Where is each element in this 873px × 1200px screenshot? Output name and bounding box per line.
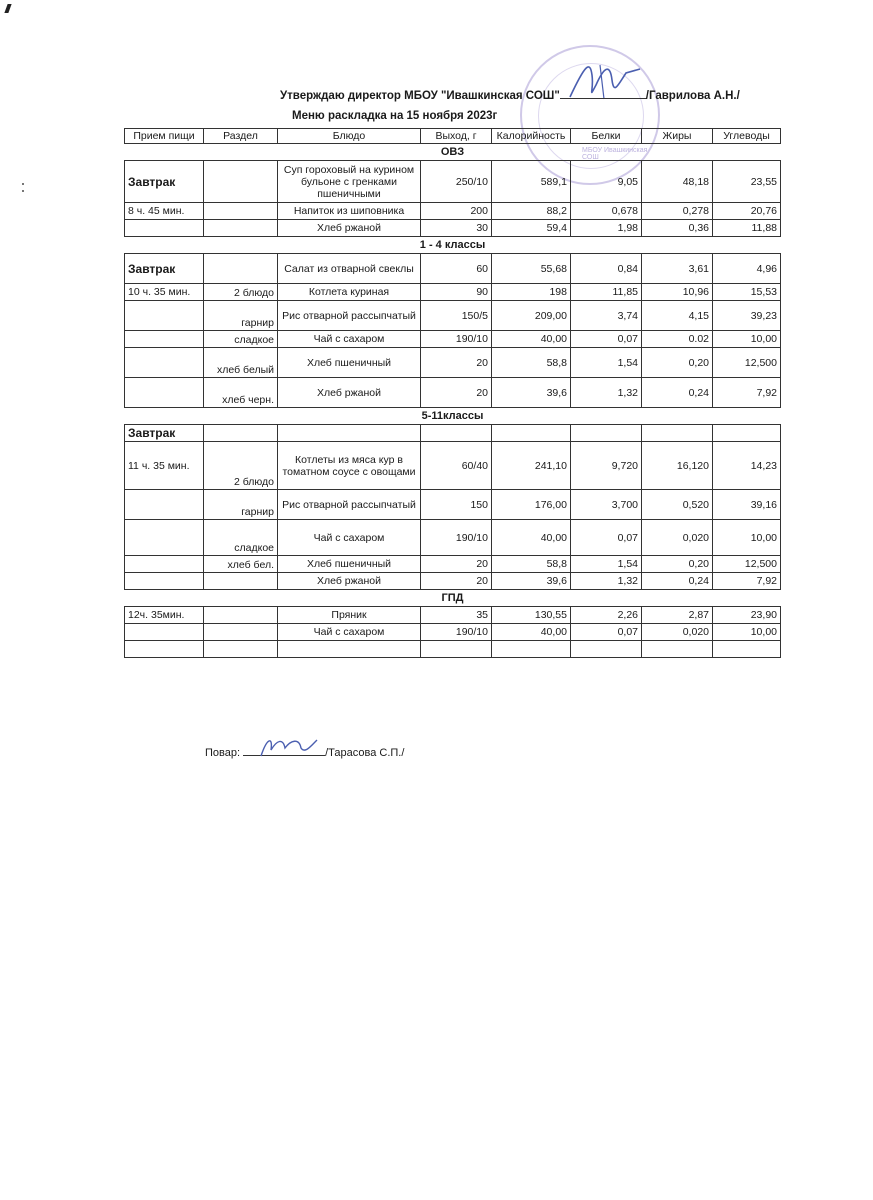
meal-cell: Завтрак (125, 161, 204, 203)
kcal-cell: 209,00 (492, 301, 571, 331)
section-cell (204, 425, 278, 442)
fat-cell (642, 641, 713, 658)
protein-cell (571, 425, 642, 442)
fat-cell: 0,20 (642, 348, 713, 378)
meal-cell (125, 556, 204, 573)
yield-cell: 60/40 (421, 442, 492, 490)
dish-cell: Салат из отварной свеклы (278, 254, 421, 284)
carbs-cell: 10,00 (713, 520, 781, 556)
column-header: Калорийность (492, 129, 571, 144)
section-cell: гарнир (204, 490, 278, 520)
fat-cell: 4,15 (642, 301, 713, 331)
section-cell (204, 220, 278, 237)
meal-cell (125, 331, 204, 348)
section-title-row (125, 144, 781, 161)
kcal-cell: 88,2 (492, 203, 571, 220)
dish-cell: Хлеб ржаной (278, 378, 421, 408)
dish-cell: Рис отварной рассыпчатый (278, 490, 421, 520)
table-row (125, 624, 781, 641)
table-row (125, 490, 781, 520)
section-cell (204, 203, 278, 220)
protein-cell: 0,07 (571, 331, 642, 348)
section-cell (204, 641, 278, 658)
section-cell: хлеб черн. (204, 378, 278, 408)
section-cell: хлеб белый (204, 348, 278, 378)
section-cell (204, 573, 278, 590)
fat-cell: 0,24 (642, 378, 713, 408)
fat-cell: 0.02 (642, 331, 713, 348)
section-cell: сладкое (204, 520, 278, 556)
carbs-cell (713, 641, 781, 658)
kcal-cell (492, 641, 571, 658)
kcal-cell: 39,6 (492, 378, 571, 408)
approval-text: Утверждаю директор МБОУ "Ивашкинская СОШ" (280, 90, 560, 102)
meal-cell (125, 573, 204, 590)
carbs-cell: 23,55 (713, 161, 781, 203)
carbs-cell: 20,76 (713, 203, 781, 220)
carbs-cell: 15,53 (713, 284, 781, 301)
protein-cell: 0,84 (571, 254, 642, 284)
meal-cell (125, 220, 204, 237)
dish-cell: Чай с сахаром (278, 624, 421, 641)
protein-cell: 1,54 (571, 556, 642, 573)
column-header: Углеводы (713, 129, 781, 144)
table-row (125, 556, 781, 573)
approval-line (280, 88, 740, 102)
fat-cell: 2,87 (642, 607, 713, 624)
kcal-cell: 39,6 (492, 573, 571, 590)
section-cell (204, 161, 278, 203)
cook-name: /Тарасова С.П./ (325, 747, 405, 759)
yield-cell: 20 (421, 378, 492, 408)
menu-title: Меню раскладка на 15 ноября 2023г (292, 110, 498, 122)
kcal-cell: 40,00 (492, 331, 571, 348)
cook-signature (255, 734, 325, 762)
section-cell (204, 624, 278, 641)
dish-cell: Чай с сахаром (278, 520, 421, 556)
carbs-cell: 7,92 (713, 573, 781, 590)
table-row (125, 331, 781, 348)
carbs-cell: 14,23 (713, 442, 781, 490)
section-cell: 2 блюдо (204, 284, 278, 301)
yield-cell: 90 (421, 284, 492, 301)
protein-cell: 2,26 (571, 607, 642, 624)
kcal-cell: 198 (492, 284, 571, 301)
section-title: ОВЗ (440, 146, 465, 158)
table-row (125, 254, 781, 284)
fat-cell: 0,520 (642, 490, 713, 520)
section-cell: сладкое (204, 331, 278, 348)
meal-cell (125, 641, 204, 658)
section-title: 5-11классы (421, 410, 484, 422)
meal-cell (125, 378, 204, 408)
column-header: Выход, г (421, 129, 492, 144)
section-cell (204, 607, 278, 624)
table-row (125, 301, 781, 331)
dish-cell: Хлеб ржаной (278, 220, 421, 237)
table-row (125, 378, 781, 408)
table-row (125, 348, 781, 378)
dish-cell: Хлеб ржаной (278, 573, 421, 590)
carbs-cell: 10,00 (713, 331, 781, 348)
fat-cell: 10,96 (642, 284, 713, 301)
yield-cell: 150 (421, 490, 492, 520)
fat-cell: 0,278 (642, 203, 713, 220)
fat-cell: 48,18 (642, 161, 713, 203)
column-header: Жиры (642, 129, 713, 144)
yield-cell (421, 641, 492, 658)
column-header: Белки (571, 129, 642, 144)
fat-cell: 0,24 (642, 573, 713, 590)
carbs-cell: 11,88 (713, 220, 781, 237)
section-title: ГПД (441, 592, 464, 604)
dish-cell: Хлеб пшеничный (278, 556, 421, 573)
column-header: Прием пищи (125, 129, 204, 144)
protein-cell: 0,07 (571, 624, 642, 641)
protein-cell: 1,32 (571, 573, 642, 590)
meal-cell: Завтрак (125, 254, 204, 284)
kcal-cell: 241,10 (492, 442, 571, 490)
meal-cell (125, 490, 204, 520)
protein-cell: 1,54 (571, 348, 642, 378)
kcal-cell (492, 425, 571, 442)
table-row (125, 520, 781, 556)
carbs-cell: 12,500 (713, 556, 781, 573)
section-cell (204, 254, 278, 284)
cook-label: Повар: (205, 747, 241, 759)
page-corner-mark (4, 4, 11, 13)
kcal-cell: 40,00 (492, 624, 571, 641)
signature-line (560, 88, 646, 99)
section-title-row (125, 590, 781, 607)
carbs-cell: 39,16 (713, 490, 781, 520)
dish-cell (278, 425, 421, 442)
yield-cell: 190/10 (421, 624, 492, 641)
meal-cell: 8 ч. 45 мин. (125, 203, 204, 220)
carbs-cell (713, 425, 781, 442)
meal-cell: 10 ч. 35 мин. (125, 284, 204, 301)
yield-cell: 190/10 (421, 331, 492, 348)
kcal-cell: 55,68 (492, 254, 571, 284)
meal-cell (125, 301, 204, 331)
fat-cell: 0,20 (642, 556, 713, 573)
fat-cell (642, 425, 713, 442)
protein-cell: 3,74 (571, 301, 642, 331)
dish-cell: Суп гороховый на курином бульоне с гренками пшеничными (278, 161, 421, 203)
dish-cell: Пряник (278, 607, 421, 624)
meal-cell (125, 348, 204, 378)
meal-cell: 12ч. 35мин. (125, 607, 204, 624)
table-row (125, 641, 781, 658)
section-cell: гарнир (204, 301, 278, 331)
fat-cell: 0,020 (642, 520, 713, 556)
table-row (125, 161, 781, 203)
yield-cell: 190/10 (421, 520, 492, 556)
carbs-cell: 10,00 (713, 624, 781, 641)
meal-cell: 11 ч. 35 мин. (125, 442, 204, 490)
protein-cell: 9,05 (571, 161, 642, 203)
protein-cell: 0,678 (571, 203, 642, 220)
column-header: Блюдо (278, 129, 421, 144)
carbs-cell: 39,23 (713, 301, 781, 331)
yield-cell: 20 (421, 348, 492, 378)
table-row (125, 203, 781, 220)
dish-cell: Котлеты из мяса кур в томатном соусе с овощами (278, 442, 421, 490)
director-name: /Гаврилова А.Н./ (645, 90, 740, 102)
yield-cell: 30 (421, 220, 492, 237)
scan-dot (22, 183, 24, 185)
stamp-text: МБОУ Ивашкинская СОШ (582, 147, 648, 161)
protein-cell: 1,32 (571, 378, 642, 408)
section-title: 1 - 4 классы (419, 239, 486, 251)
carbs-cell: 23,90 (713, 607, 781, 624)
section-cell: 2 блюдо (204, 442, 278, 490)
fat-cell: 0,020 (642, 624, 713, 641)
protein-cell: 1,98 (571, 220, 642, 237)
yield-cell: 20 (421, 556, 492, 573)
dish-cell: Чай с сахаром (278, 331, 421, 348)
menu-table (124, 128, 781, 658)
carbs-cell: 7,92 (713, 378, 781, 408)
dish-cell (278, 641, 421, 658)
table-row (125, 607, 781, 624)
dish-cell: Рис отварной рассыпчатый (278, 301, 421, 331)
table-header-row (125, 129, 781, 144)
kcal-cell: 589,1 (492, 161, 571, 203)
protein-cell (571, 641, 642, 658)
yield-cell: 60 (421, 254, 492, 284)
protein-cell: 0,07 (571, 520, 642, 556)
kcal-cell: 58,8 (492, 556, 571, 573)
dish-cell: Напиток из шиповника (278, 203, 421, 220)
yield-cell: 250/10 (421, 161, 492, 203)
section-title-row (125, 408, 781, 425)
fat-cell: 0,36 (642, 220, 713, 237)
column-header: Раздел (204, 129, 278, 144)
table-row (125, 284, 781, 301)
kcal-cell: 59,4 (492, 220, 571, 237)
table-row (125, 425, 781, 442)
section-cell: хлеб бел. (204, 556, 278, 573)
table-row (125, 573, 781, 590)
fat-cell: 16,120 (642, 442, 713, 490)
carbs-cell: 4,96 (713, 254, 781, 284)
dish-cell: Котлета куриная (278, 284, 421, 301)
dish-cell: Хлеб пшеничный (278, 348, 421, 378)
kcal-cell: 58,8 (492, 348, 571, 378)
meal-cell (125, 624, 204, 641)
meal-cell (125, 520, 204, 556)
yield-cell: 35 (421, 607, 492, 624)
protein-cell: 3,700 (571, 490, 642, 520)
table-row (125, 442, 781, 490)
scan-dot (22, 190, 24, 192)
protein-cell: 11,85 (571, 284, 642, 301)
meal-cell: Завтрак (125, 425, 204, 442)
table-row (125, 220, 781, 237)
yield-cell: 20 (421, 573, 492, 590)
fat-cell: 3,61 (642, 254, 713, 284)
kcal-cell: 130,55 (492, 607, 571, 624)
protein-cell: 9,720 (571, 442, 642, 490)
kcal-cell: 40,00 (492, 520, 571, 556)
section-title-row (125, 237, 781, 254)
kcal-cell: 176,00 (492, 490, 571, 520)
yield-cell: 150/5 (421, 301, 492, 331)
yield-cell (421, 425, 492, 442)
carbs-cell: 12,500 (713, 348, 781, 378)
yield-cell: 200 (421, 203, 492, 220)
